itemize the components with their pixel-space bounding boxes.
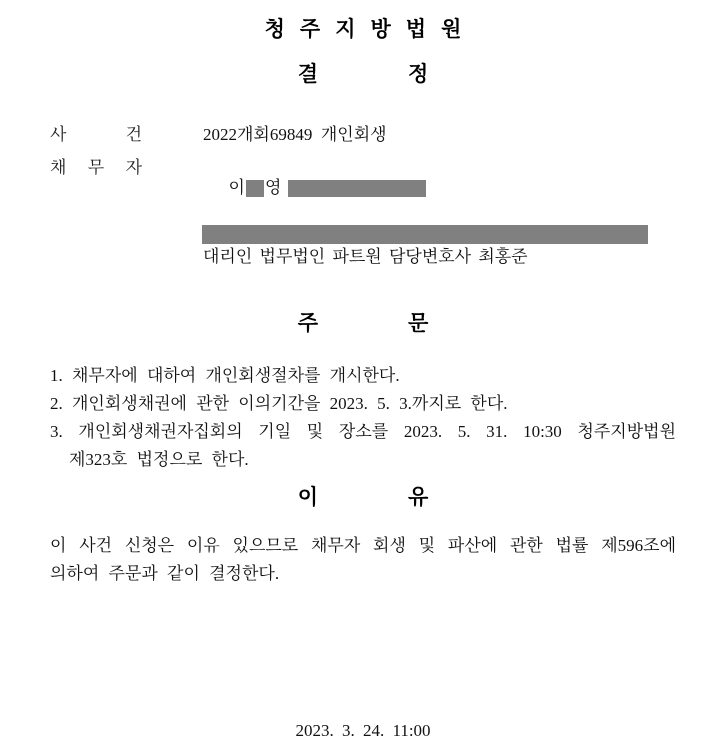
debtor-name — [203, 158, 426, 218]
redaction-name-detail — [288, 180, 426, 197]
order-item-2: 2. 개인회생채권에 관한 이의기간을 2023. 5. 3.까지로 한다. — [50, 394, 508, 413]
debtor-label-char: 자 — [125, 158, 142, 177]
decision-title-char-right: 정 — [408, 63, 429, 86]
reason-heading-char-right: 유 — [408, 486, 429, 509]
debtor-label-char: 채 — [50, 158, 67, 177]
debtor-name-first: 이 — [228, 178, 245, 197]
case-label — [50, 125, 142, 145]
order-heading-char-left: 주 — [297, 312, 318, 335]
debtor-label — [50, 158, 142, 178]
case-number-value: 2022개회69849 개인회생 — [203, 125, 387, 144]
order-list — [50, 362, 676, 474]
court-name-title: 청주지방법원 — [264, 18, 477, 41]
order-item-1: 1. 채무자에 대하여 개인회생절차를 개시한다. — [50, 366, 400, 385]
case-row — [50, 125, 676, 145]
decision-title-char-left: 결 — [297, 63, 318, 86]
reason-paragraph: 이 사건 신청은 이유 있으므로 채무자 회생 및 파산에 관한 법률 제596조에 의하여 주문과 같이 결정한다. — [50, 536, 676, 583]
decision-datetime: 2023. 3. 24. 11:00 — [295, 721, 431, 740]
decision-title — [50, 63, 676, 87]
debtor-row — [50, 158, 676, 218]
order-heading — [50, 312, 676, 336]
order-heading-char-right: 문 — [408, 312, 429, 335]
reason-heading-char-left: 이 — [297, 486, 318, 509]
reason-heading — [50, 486, 676, 510]
redaction-address-bar — [202, 225, 648, 244]
redaction-name-middle-char — [246, 180, 264, 197]
representative-line: 대리인 법무법인 파트원 담당변호사 최홍준 — [203, 247, 528, 266]
debtor-label-char: 무 — [87, 158, 105, 177]
debtor-name-last: 영 — [264, 178, 282, 197]
case-label-char: 사 — [50, 125, 67, 144]
case-label-char: 건 — [125, 125, 142, 144]
order-item-3: 3. 개인회생채권자집회의 기일 및 장소를 2023. 5. 31. 10:30 청주지방법원 제323호 법정으로 한다. — [50, 422, 676, 469]
